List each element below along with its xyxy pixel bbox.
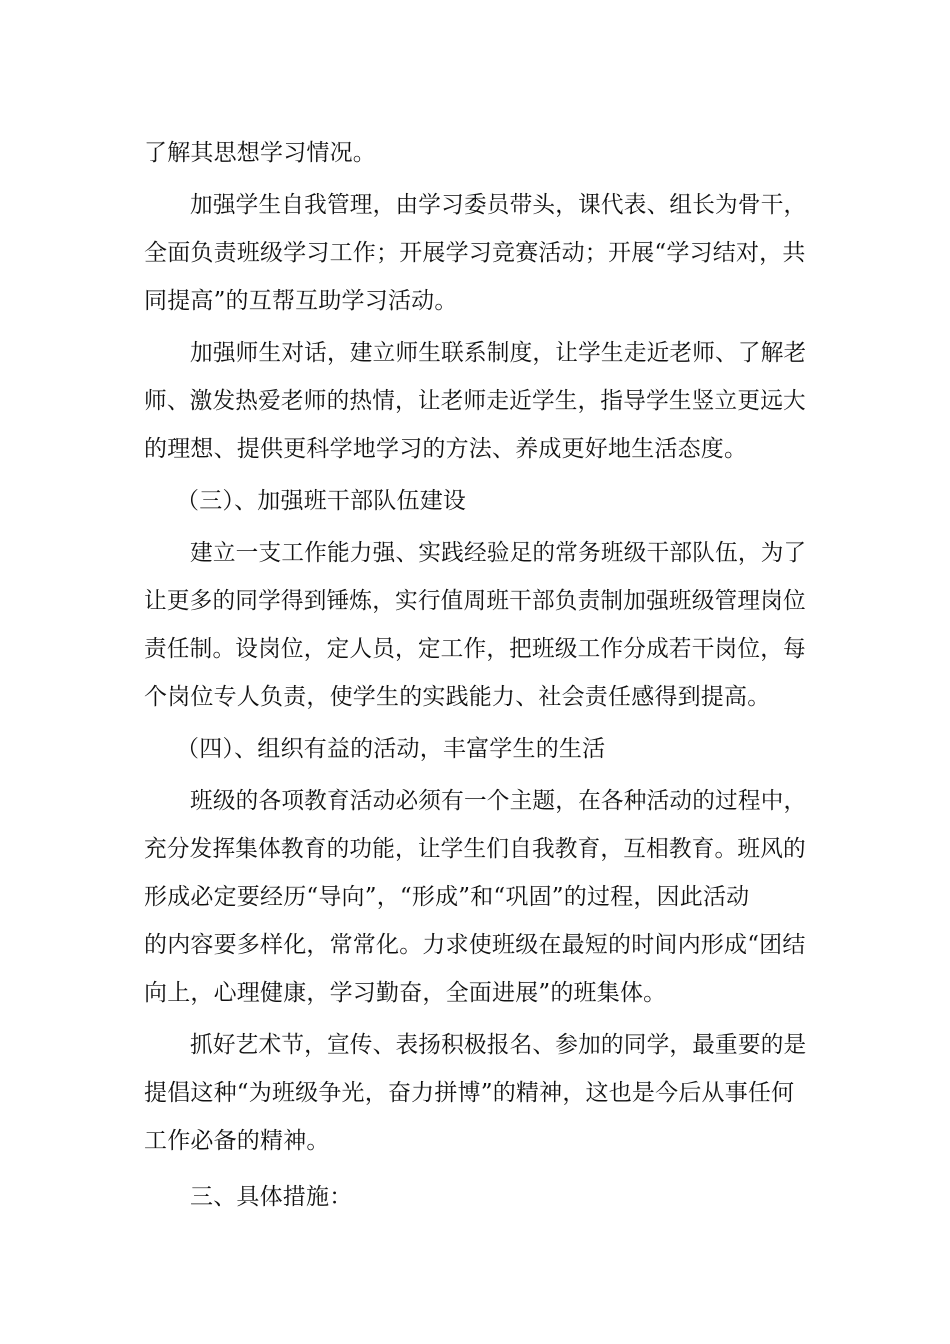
text-line: 加强师生对话，建立师生联系制度，让学生走近老师、了解老 <box>190 340 807 366</box>
text-line: 的理想、提供更科学地学习的方法、养成更好地生活态度。 <box>144 436 748 462</box>
text-line: 建立一支工作能力强、实践经验足的常务班级干部队伍，为了 <box>190 540 807 566</box>
text-line: 充分发挥集体教育的功能，让学生们自我教育，互相教育。班风的 <box>144 836 806 862</box>
text-line: 提倡这种“为班级争光，奋力拼博”的精神，这也是今后从事任何 <box>144 1080 795 1106</box>
text-line: 工作必备的精神。 <box>144 1128 330 1154</box>
text-line: 责任制。设岗位，定人员，定工作，把班级工作分成若干岗位，每 <box>144 636 806 662</box>
text-line: 的内容要多样化，常常化。力求使班级在最短的时间内形成“团结 <box>144 932 806 958</box>
text-line: 全面负责班级学习工作；开展学习竞赛活动；开展“学习结对，共 <box>144 240 806 266</box>
section-heading: 三、具体措施： <box>190 1184 353 1210</box>
text-line: 同提高”的互帮互助学习活动。 <box>144 288 458 314</box>
text-line: 了解其思想学习情况。 <box>144 140 376 166</box>
section-heading: （四）、组织有益的活动，丰富学生的生活 <box>176 736 606 762</box>
text-line: 向上，心理健康，学习勤奋，全面进展”的班集体。 <box>144 980 667 1006</box>
text-line: 让更多的同学得到锤炼，实行值周班干部负责制加强班级管理岗位 <box>144 588 806 614</box>
text-line: 抓好艺术节，宣传、表扬积极报名、参加的同学，最重要的是 <box>190 1032 807 1058</box>
text-line: 师、激发热爱老师的热情，让老师走近学生，指导学生竖立更远大 <box>144 388 806 414</box>
text-line: 加强学生自我管理，由学习委员带头，课代表、组长为骨干， <box>190 192 807 218</box>
text-line: 个岗位专人负责，使学生的实践能力、社会责任感得到提高。 <box>144 684 771 710</box>
text-line: 班级的各项教育活动必须有一个主题，在各种活动的过程中， <box>190 788 807 814</box>
text-line: 形成必定要经历“导向”，“形成”和“巩固”的过程，因此活动 <box>144 884 750 910</box>
section-heading: （三）、加强班干部队伍建设 <box>176 488 467 514</box>
